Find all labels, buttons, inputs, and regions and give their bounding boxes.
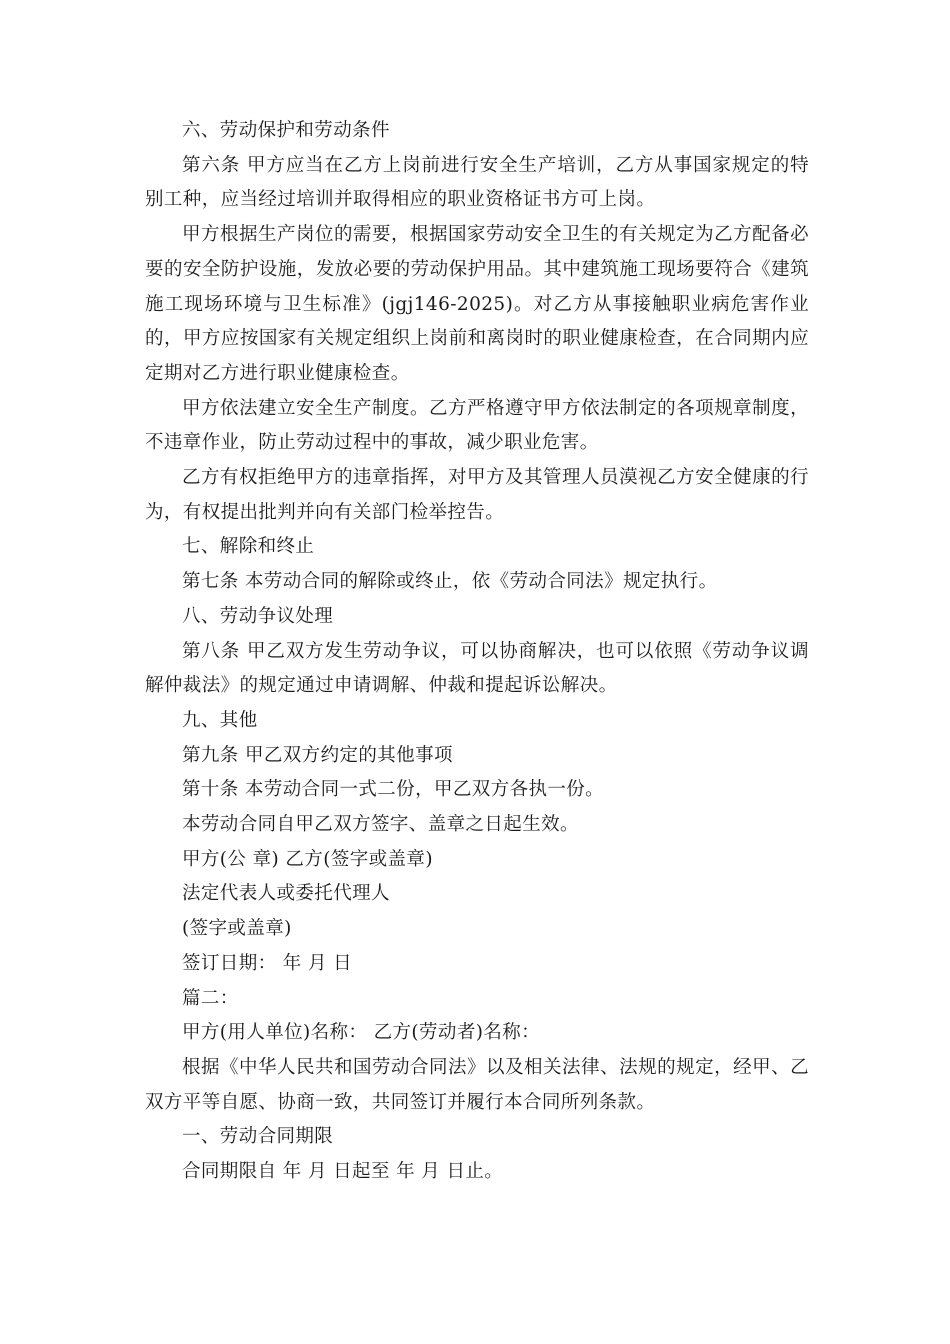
article-10-copies: 第十条 本劳动合同一式二份，甲乙双方各执一份。	[182, 779, 605, 801]
signature-parties-line: 甲方(公 章) 乙方(签字或盖章)	[182, 848, 433, 870]
paragraph-safety-equipment: 甲方根据生产岗位的需要，根据国家劳动安全卫生的有关规定为乙方配备必要的安全防护设施，发放必要的劳动保护用品。其中建筑施工现场要符合《建筑施工现场环境与卫生标准》(jgj146-2025)。对乙方从事接触职业病危害作业的，甲方应按国家有关规定组织上岗前和离岗时的职业健康检查，在合同期内应定期对乙方进行职业健康检查。	[145, 224, 809, 384]
signature-representative-line: 法定代表人或委托代理人	[182, 883, 390, 905]
section-heading-other: 九、其他	[182, 709, 258, 731]
paragraph-effective: 本劳动合同自甲乙双方签字、盖章之日起生效。	[182, 814, 579, 836]
signature-seal-line: (签字或盖章)	[182, 918, 292, 940]
paragraph-safety-system: 甲方依法建立安全生产制度。乙方严格遵守甲方依法制定的各项规章制度，不违章作业，防止劳动过程中的事故，减少职业危害。	[145, 397, 809, 454]
document-body	[145, 114, 809, 1190]
article-7-termination: 第七条 本劳动合同的解除或终止，依《劳动合同法》规定执行。	[182, 571, 718, 593]
section-heading-contract-term: 一、劳动合同期限	[182, 1126, 334, 1148]
section-heading-termination: 七、解除和终止	[182, 536, 315, 558]
section-heading-labor-protection: 六、劳动保护和劳动条件	[182, 120, 390, 141]
section-heading-dispute: 八、劳动争议处理	[182, 605, 334, 627]
article-6-training: 第六条 甲方应当在乙方上岗前进行安全生产培训，乙方从事国家规定的特别工种，应当经过培训并取得相应的职业资格证书方可上岗。	[145, 154, 809, 211]
contract-term-line: 合同期限自 年 月 日起至 年 月 日止。	[182, 1161, 504, 1183]
party-names-line: 甲方(用人单位)名称： 乙方(劳动者)名称：	[182, 1022, 541, 1044]
paragraph-right-to-refuse: 乙方有权拒绝甲方的违章指挥，对甲方及其管理人员漠视乙方安全健康的行为，有权提出批判并向有关部门检举控告。	[145, 467, 809, 523]
part-two-heading: 篇二：	[182, 987, 239, 1009]
article-8-dispute: 第八条 甲乙双方发生劳动争议，可以协商解决，也可以依照《劳动争议调解仲裁法》的规定通过申请调解、仲裁和提起诉讼解决。	[145, 640, 809, 697]
article-9-other-matters: 第九条 甲乙双方约定的其他事项	[182, 744, 453, 766]
preamble-paragraph: 根据《中华人民共和国劳动合同法》以及相关法律、法规的规定，经甲、乙双方平等自愿、协商一致，共同签订并履行本合同所列条款。	[145, 1056, 809, 1113]
signing-date-line: 签订日期： 年 月 日	[182, 952, 353, 974]
